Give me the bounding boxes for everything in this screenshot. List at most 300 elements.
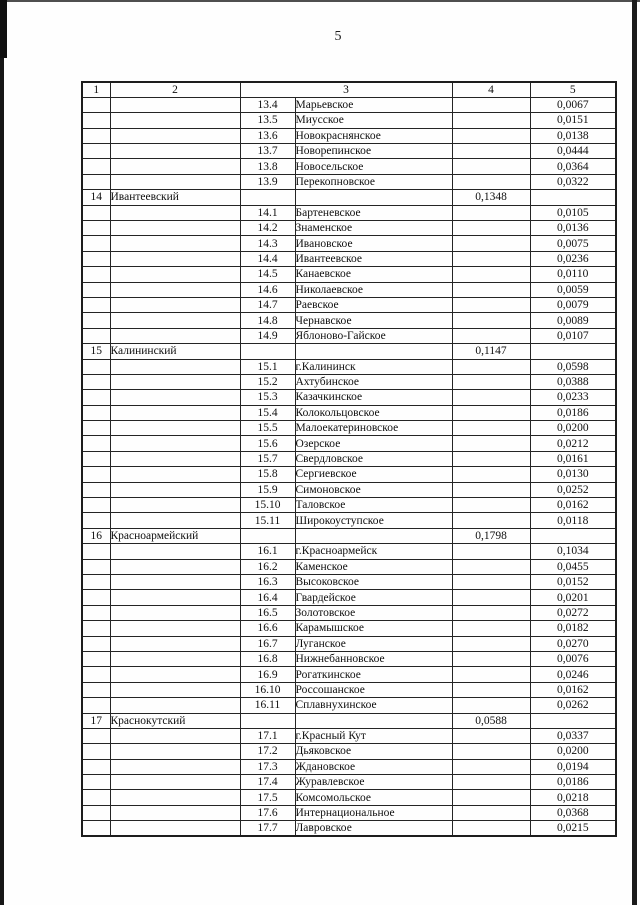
- settlement-row: [82, 359, 616, 374]
- settlement-value-cell: 0,0200: [530, 421, 616, 436]
- settlement-value-cell: 0,0151: [530, 113, 616, 128]
- settlement-name-cell: Таловское: [295, 498, 452, 513]
- settlement-number-cell: 17.1: [240, 728, 295, 743]
- settlements-table: [81, 81, 617, 837]
- settlement-number-cell: 15.1: [240, 359, 295, 374]
- empty-cell: [452, 544, 530, 559]
- empty-cell: [295, 344, 452, 359]
- settlement-number-cell: 15.2: [240, 374, 295, 389]
- settlement-number-cell: 17.4: [240, 775, 295, 790]
- empty-cell: [110, 251, 240, 266]
- settlement-number-cell: 15.4: [240, 405, 295, 420]
- settlement-value-cell: 0,0218: [530, 790, 616, 805]
- empty-cell: [110, 621, 240, 636]
- settlement-row: [82, 544, 616, 559]
- settlement-number-cell: 13.7: [240, 144, 295, 159]
- settlement-name-cell: Журавлевское: [295, 775, 452, 790]
- settlement-value-cell: 0,0130: [530, 467, 616, 482]
- empty-cell: [82, 451, 110, 466]
- settlement-name-cell: Раевское: [295, 297, 452, 312]
- empty-cell: [110, 790, 240, 805]
- settlement-row: [82, 790, 616, 805]
- settlement-name-cell: Чернавское: [295, 313, 452, 328]
- settlement-number-cell: 15.9: [240, 482, 295, 497]
- page-number: 5: [334, 29, 342, 44]
- column-header-5: 5: [530, 82, 616, 97]
- settlement-name-cell: Николаевское: [295, 282, 452, 297]
- settlement-value-cell: 0,0201: [530, 590, 616, 605]
- empty-cell: [82, 436, 110, 451]
- settlement-name-cell: Ждановское: [295, 759, 452, 774]
- settlement-row: [82, 251, 616, 266]
- settlement-value-cell: 0,0364: [530, 159, 616, 174]
- empty-cell: [530, 190, 616, 205]
- empty-cell: [452, 744, 530, 759]
- empty-cell: [452, 236, 530, 251]
- empty-cell: [452, 605, 530, 620]
- settlement-row: [82, 590, 616, 605]
- empty-cell: [452, 97, 530, 112]
- settlement-number-cell: 16.9: [240, 667, 295, 682]
- empty-cell: [82, 544, 110, 559]
- empty-cell: [110, 221, 240, 236]
- table-header-row: [82, 82, 616, 97]
- empty-cell: [295, 528, 452, 543]
- empty-cell: [110, 544, 240, 559]
- settlement-number-cell: 14.6: [240, 282, 295, 297]
- settlement-value-cell: 0,0118: [530, 513, 616, 528]
- settlement-name-cell: Комсомольское: [295, 790, 452, 805]
- empty-cell: [82, 128, 110, 143]
- settlement-number-cell: 16.11: [240, 698, 295, 713]
- settlement-number-cell: 14.8: [240, 313, 295, 328]
- settlement-number-cell: 16.3: [240, 575, 295, 590]
- empty-cell: [110, 775, 240, 790]
- empty-cell: [82, 267, 110, 282]
- empty-cell: [82, 759, 110, 774]
- settlement-number-cell: 16.5: [240, 605, 295, 620]
- empty-cell: [240, 344, 295, 359]
- settlement-value-cell: 0,0186: [530, 405, 616, 420]
- settlement-value-cell: 0,0337: [530, 728, 616, 743]
- empty-cell: [82, 651, 110, 666]
- settlement-name-cell: Колокольцовское: [295, 405, 452, 420]
- empty-cell: [82, 636, 110, 651]
- settlement-row: [82, 328, 616, 343]
- settlement-row: [82, 728, 616, 743]
- empty-cell: [82, 513, 110, 528]
- settlement-number-cell: 17.5: [240, 790, 295, 805]
- settlement-value-cell: 0,0059: [530, 282, 616, 297]
- empty-cell: [82, 297, 110, 312]
- settlement-row: [82, 236, 616, 251]
- empty-cell: [110, 113, 240, 128]
- settlement-name-cell: Каменское: [295, 559, 452, 574]
- column-header-2: 2: [110, 82, 240, 97]
- settlement-value-cell: 0,0236: [530, 251, 616, 266]
- settlement-name-cell: Россошанское: [295, 682, 452, 697]
- settlement-value-cell: 0,0215: [530, 821, 616, 836]
- empty-cell: [110, 174, 240, 189]
- empty-cell: [82, 744, 110, 759]
- settlement-row: [82, 174, 616, 189]
- settlement-row: [82, 559, 616, 574]
- column-header-4: 4: [452, 82, 530, 97]
- empty-cell: [110, 159, 240, 174]
- empty-cell: [82, 605, 110, 620]
- settlement-name-cell: Ахтубинское: [295, 374, 452, 389]
- empty-cell: [82, 682, 110, 697]
- empty-cell: [82, 97, 110, 112]
- settlement-name-cell: Луганское: [295, 636, 452, 651]
- settlement-row: [82, 498, 616, 513]
- settlement-name-cell: Высоковское: [295, 575, 452, 590]
- district-number-cell: 15: [82, 344, 110, 359]
- settlement-value-cell: 0,0076: [530, 651, 616, 666]
- settlement-row: [82, 282, 616, 297]
- settlement-number-cell: 17.3: [240, 759, 295, 774]
- settlement-name-cell: Симоновское: [295, 482, 452, 497]
- settlement-number-cell: 13.6: [240, 128, 295, 143]
- settlement-value-cell: 0,0246: [530, 667, 616, 682]
- empty-cell: [82, 374, 110, 389]
- settlement-row: [82, 97, 616, 112]
- empty-cell: [82, 282, 110, 297]
- settlement-name-cell: Марьевское: [295, 97, 452, 112]
- empty-cell: [82, 205, 110, 220]
- settlement-name-cell: Рогаткинское: [295, 667, 452, 682]
- district-name-cell: Красноармейский: [110, 528, 240, 543]
- settlement-value-cell: 0,0194: [530, 759, 616, 774]
- empty-cell: [110, 513, 240, 528]
- empty-cell: [452, 159, 530, 174]
- settlement-number-cell: 16.10: [240, 682, 295, 697]
- settlement-number-cell: 17.7: [240, 821, 295, 836]
- settlement-number-cell: 14.1: [240, 205, 295, 220]
- empty-cell: [452, 759, 530, 774]
- empty-cell: [82, 251, 110, 266]
- empty-cell: [240, 713, 295, 728]
- settlement-value-cell: 0,0107: [530, 328, 616, 343]
- empty-cell: [110, 667, 240, 682]
- district-number-cell: 17: [82, 713, 110, 728]
- empty-cell: [452, 328, 530, 343]
- settlement-value-cell: 0,0136: [530, 221, 616, 236]
- settlement-row: [82, 621, 616, 636]
- settlement-number-cell: 15.11: [240, 513, 295, 528]
- empty-cell: [110, 744, 240, 759]
- settlement-value-cell: 0,0598: [530, 359, 616, 374]
- empty-cell: [452, 113, 530, 128]
- settlement-row: [82, 821, 616, 836]
- empty-cell: [240, 190, 295, 205]
- empty-cell: [82, 174, 110, 189]
- settlement-name-cell: Интернациональное: [295, 805, 452, 820]
- empty-cell: [110, 821, 240, 836]
- settlement-number-cell: 15.10: [240, 498, 295, 513]
- empty-cell: [82, 775, 110, 790]
- settlement-value-cell: 0,0067: [530, 97, 616, 112]
- empty-cell: [110, 482, 240, 497]
- settlement-value-cell: 0,0162: [530, 682, 616, 697]
- empty-cell: [452, 374, 530, 389]
- settlement-row: [82, 390, 616, 405]
- empty-cell: [82, 359, 110, 374]
- settlement-name-cell: Ивановское: [295, 236, 452, 251]
- settlement-name-cell: Золотовское: [295, 605, 452, 620]
- empty-cell: [110, 421, 240, 436]
- settlement-value-cell: 0,0161: [530, 451, 616, 466]
- empty-cell: [110, 313, 240, 328]
- settlement-name-cell: Новорепинское: [295, 144, 452, 159]
- empty-cell: [452, 467, 530, 482]
- empty-cell: [110, 97, 240, 112]
- empty-cell: [452, 559, 530, 574]
- settlement-value-cell: 0,0182: [530, 621, 616, 636]
- district-row: [82, 528, 616, 543]
- district-number-cell: 16: [82, 528, 110, 543]
- empty-cell: [82, 144, 110, 159]
- settlement-row: [82, 128, 616, 143]
- empty-cell: [452, 667, 530, 682]
- settlement-number-cell: 13.4: [240, 97, 295, 112]
- district-name-cell: Краснокутский: [110, 713, 240, 728]
- empty-cell: [110, 328, 240, 343]
- empty-cell: [452, 451, 530, 466]
- settlement-value-cell: 0,0162: [530, 498, 616, 513]
- empty-cell: [452, 698, 530, 713]
- scan-edge-left: [0, 0, 4, 905]
- settlement-value-cell: 0,0079: [530, 297, 616, 312]
- empty-cell: [452, 790, 530, 805]
- settlement-row: [82, 744, 616, 759]
- empty-cell: [530, 344, 616, 359]
- settlement-number-cell: 15.3: [240, 390, 295, 405]
- empty-cell: [82, 390, 110, 405]
- settlement-value-cell: 0,0252: [530, 482, 616, 497]
- settlement-value-cell: 0,0262: [530, 698, 616, 713]
- empty-cell: [452, 482, 530, 497]
- settlement-row: [82, 313, 616, 328]
- settlement-row: [82, 374, 616, 389]
- empty-cell: [452, 821, 530, 836]
- empty-cell: [82, 236, 110, 251]
- empty-cell: [452, 775, 530, 790]
- empty-cell: [452, 621, 530, 636]
- settlement-value-cell: 0,0110: [530, 267, 616, 282]
- settlement-row: [82, 405, 616, 420]
- empty-cell: [452, 128, 530, 143]
- table-body: [82, 97, 616, 836]
- empty-cell: [452, 390, 530, 405]
- empty-cell: [110, 267, 240, 282]
- settlement-row: [82, 144, 616, 159]
- settlement-row: [82, 267, 616, 282]
- empty-cell: [530, 528, 616, 543]
- settlement-value-cell: 0,0455: [530, 559, 616, 574]
- empty-cell: [110, 128, 240, 143]
- settlement-name-cell: Сергиевское: [295, 467, 452, 482]
- settlement-name-cell: г.Красный Кут: [295, 728, 452, 743]
- empty-cell: [110, 759, 240, 774]
- empty-cell: [452, 421, 530, 436]
- settlement-name-cell: Гвардейское: [295, 590, 452, 605]
- empty-cell: [110, 698, 240, 713]
- empty-cell: [82, 667, 110, 682]
- empty-cell: [452, 267, 530, 282]
- settlement-number-cell: 15.6: [240, 436, 295, 451]
- empty-cell: [110, 451, 240, 466]
- district-value-cell: 0,0588: [452, 713, 530, 728]
- empty-cell: [110, 297, 240, 312]
- settlement-name-cell: Ивантеевское: [295, 251, 452, 266]
- empty-cell: [110, 805, 240, 820]
- empty-cell: [110, 682, 240, 697]
- settlement-number-cell: 14.7: [240, 297, 295, 312]
- settlement-row: [82, 636, 616, 651]
- settlement-number-cell: 16.1: [240, 544, 295, 559]
- empty-cell: [82, 159, 110, 174]
- empty-cell: [82, 621, 110, 636]
- settlement-row: [82, 221, 616, 236]
- settlement-value-cell: 0,0322: [530, 174, 616, 189]
- empty-cell: [452, 405, 530, 420]
- settlement-value-cell: 0,0444: [530, 144, 616, 159]
- settlement-value-cell: 0,0270: [530, 636, 616, 651]
- settlement-value-cell: 0,0388: [530, 374, 616, 389]
- empty-cell: [82, 575, 110, 590]
- empty-cell: [452, 313, 530, 328]
- settlement-name-cell: Канаевское: [295, 267, 452, 282]
- settlement-row: [82, 513, 616, 528]
- empty-cell: [110, 559, 240, 574]
- settlement-row: [82, 651, 616, 666]
- empty-cell: [295, 713, 452, 728]
- settlement-number-cell: 16.4: [240, 590, 295, 605]
- settlement-number-cell: 16.2: [240, 559, 295, 574]
- district-row: [82, 713, 616, 728]
- settlement-number-cell: 17.6: [240, 805, 295, 820]
- empty-cell: [452, 174, 530, 189]
- settlement-number-cell: 14.2: [240, 221, 295, 236]
- settlement-value-cell: 0,0212: [530, 436, 616, 451]
- settlement-value-cell: 0,1034: [530, 544, 616, 559]
- settlement-row: [82, 759, 616, 774]
- settlement-value-cell: 0,0200: [530, 744, 616, 759]
- settlement-row: [82, 451, 616, 466]
- district-value-cell: 0,1798: [452, 528, 530, 543]
- settlement-name-cell: Бартеневское: [295, 205, 452, 220]
- settlement-row: [82, 113, 616, 128]
- settlement-row: [82, 775, 616, 790]
- settlement-name-cell: Казачкинское: [295, 390, 452, 405]
- district-row: [82, 190, 616, 205]
- empty-cell: [452, 651, 530, 666]
- settlement-number-cell: 14.9: [240, 328, 295, 343]
- scan-edge-right: [632, 0, 637, 905]
- settlement-name-cell: Лавровское: [295, 821, 452, 836]
- empty-cell: [452, 436, 530, 451]
- empty-cell: [82, 559, 110, 574]
- settlement-name-cell: Дьяковское: [295, 744, 452, 759]
- empty-cell: [110, 436, 240, 451]
- empty-cell: [82, 821, 110, 836]
- settlement-name-cell: Свердловское: [295, 451, 452, 466]
- settlement-number-cell: 13.8: [240, 159, 295, 174]
- district-row: [82, 344, 616, 359]
- settlement-number-cell: 15.5: [240, 421, 295, 436]
- settlement-value-cell: 0,0089: [530, 313, 616, 328]
- empty-cell: [452, 221, 530, 236]
- district-value-cell: 0,1348: [452, 190, 530, 205]
- settlement-row: [82, 605, 616, 620]
- settlement-name-cell: Миусское: [295, 113, 452, 128]
- settlement-row: [82, 297, 616, 312]
- empty-cell: [110, 359, 240, 374]
- empty-cell: [110, 282, 240, 297]
- empty-cell: [82, 790, 110, 805]
- empty-cell: [82, 421, 110, 436]
- empty-cell: [240, 528, 295, 543]
- column-header-3: 3: [240, 82, 452, 97]
- settlement-row: [82, 575, 616, 590]
- empty-cell: [110, 498, 240, 513]
- settlement-row: [82, 421, 616, 436]
- empty-cell: [110, 467, 240, 482]
- settlement-row: [82, 467, 616, 482]
- empty-cell: [82, 467, 110, 482]
- empty-cell: [452, 636, 530, 651]
- settlement-value-cell: 0,0075: [530, 236, 616, 251]
- settlement-number-cell: 14.3: [240, 236, 295, 251]
- empty-cell: [82, 498, 110, 513]
- settlement-number-cell: 16.8: [240, 651, 295, 666]
- settlement-row: [82, 698, 616, 713]
- scan-edge-top: [0, 0, 640, 2]
- settlement-name-cell: Озерское: [295, 436, 452, 451]
- empty-cell: [452, 144, 530, 159]
- empty-cell: [82, 221, 110, 236]
- empty-cell: [452, 297, 530, 312]
- settlement-name-cell: Сплавнухинское: [295, 698, 452, 713]
- empty-cell: [110, 390, 240, 405]
- district-number-cell: 14: [82, 190, 110, 205]
- empty-cell: [452, 590, 530, 605]
- settlement-number-cell: 17.2: [240, 744, 295, 759]
- settlement-name-cell: Новосельское: [295, 159, 452, 174]
- empty-cell: [110, 636, 240, 651]
- settlement-value-cell: 0,0368: [530, 805, 616, 820]
- settlement-name-cell: Новокраснянское: [295, 128, 452, 143]
- empty-cell: [530, 713, 616, 728]
- settlement-number-cell: 16.7: [240, 636, 295, 651]
- empty-cell: [452, 205, 530, 220]
- settlement-name-cell: г.Красноармейск: [295, 544, 452, 559]
- empty-cell: [452, 359, 530, 374]
- settlement-name-cell: Знаменское: [295, 221, 452, 236]
- settlement-number-cell: 14.4: [240, 251, 295, 266]
- empty-cell: [452, 513, 530, 528]
- empty-cell: [110, 651, 240, 666]
- settlement-name-cell: г.Калининск: [295, 359, 452, 374]
- settlement-number-cell: 13.9: [240, 174, 295, 189]
- settlement-name-cell: Широкоуступское: [295, 513, 452, 528]
- empty-cell: [82, 405, 110, 420]
- settlement-number-cell: 15.7: [240, 451, 295, 466]
- empty-cell: [452, 728, 530, 743]
- settlement-row: [82, 482, 616, 497]
- settlement-value-cell: 0,0152: [530, 575, 616, 590]
